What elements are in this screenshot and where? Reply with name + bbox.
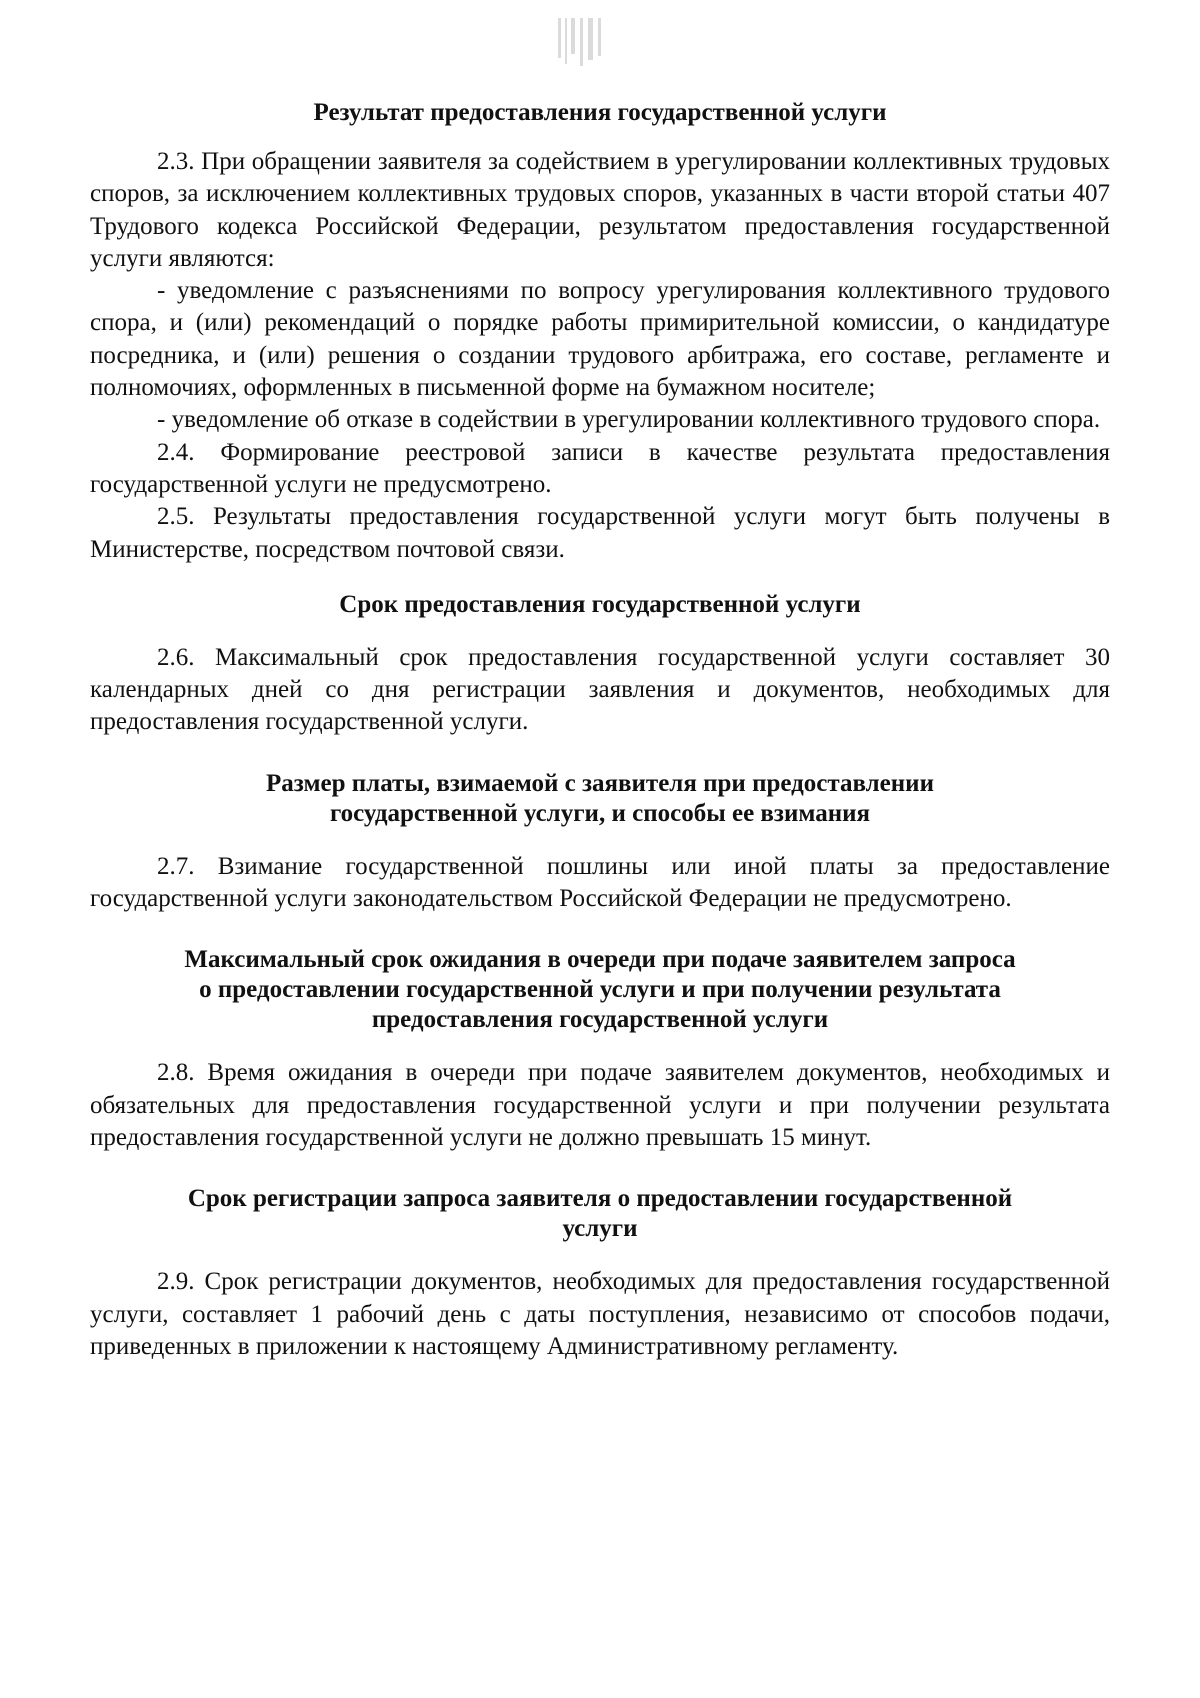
list-item-notice-clarifications: - уведомление с разъяснениями по вопросу урегулирования коллективного трудового спора, и (или) рекомендаций о порядке работы примирительной комиссии, о кандидатуре посредника, и (или) решения о создании трудового арбитража, его составе, регламенте и полномочиях, оформленных в письменной форме на бумажном носителе; [90,277,1110,402]
heading-line: государственной услуги, и способы ее взимания [329,799,871,827]
paragraph-2-7: 2.7. Взимание государственной пошлины или иной платы за предоставление государственной услуги законодательством Российской Федерации не предусмотрено. [90,852,1110,913]
paragraph-2-4: 2.4. Формирование реестровой записи в качестве результата предоставления государственной услуги не предусмотрено. [90,438,1110,498]
section-heading-term: Срок предоставления государственной услуги [339,590,861,618]
paragraph-2-5: 2.5. Результаты предоставления государственной услуги могут быть получены в Министерстве, посредством почтовой связи. [90,503,1110,563]
heading-line: предоставления государственной услуги [371,1006,829,1034]
paragraph-2-3: 2.3. При обращении заявителя за содействием в урегулировании коллективных трудовых споров, за исключением коллективных трудовых споров, указанных в части второй статьи 407 Трудового кодекса Российской Федерации, результатом предоставления государственной услуги являются: [90,148,1110,272]
heading-line: Срок регистрации запроса заявителя о предоставлении государственной [187,1185,1013,1213]
paragraph-2-6: 2.6. Максимальный срок предоставления государственной услуги составляет 30 календарных дней со дня регистрации заявления и документов, необходимых для предоставления государственной услуги. [90,643,1110,736]
scan-artifact [558,18,608,66]
section-heading-fee [90,769,1110,829]
heading-line: услуги [562,1215,638,1243]
section-heading-registration [90,1184,1110,1244]
paragraph-2-9: 2.9. Срок регистрации документов, необходимых для предоставления государственной услуги, составляет 1 рабочий день с даты поступления, независимо от способов подачи, приведенных в приложении к настоящему Административному регламенту. [90,1268,1110,1360]
heading-line: Максимальный срок ожидания в очереди при подаче заявителем запроса [184,946,1016,974]
section-heading-queue [90,945,1110,1035]
document-page [90,98,1110,1363]
heading-line: о предоставлении государственной услуги и при получении результата [199,976,1001,1004]
section-heading-result: Результат предоставления государственной услуги [313,99,887,126]
list-item-notice-refusal: - уведомление об отказе в содействии в урегулировании коллективного трудового спора. [157,406,1101,434]
paragraph-2-8: 2.8. Время ожидания в очереди при подаче заявителем документов, необходимых и обязательных для предоставления государственной услуги и при получении результата предоставления государственной услуги не должно превышать 15 минут. [90,1059,1110,1151]
heading-line: Размер платы, взимаемой с заявителя при предоставлении [266,769,934,797]
